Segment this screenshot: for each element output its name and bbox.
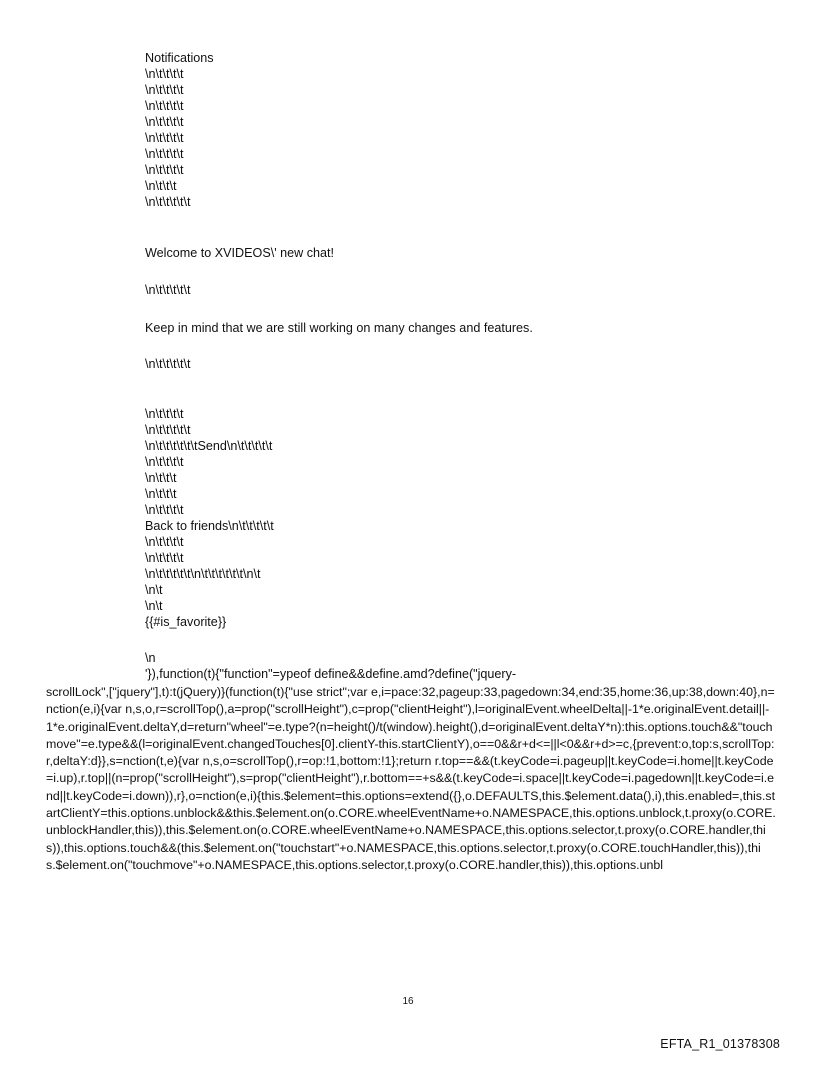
text-line: \n bbox=[145, 651, 156, 665]
document-id: EFTA_R1_01378308 bbox=[660, 1037, 780, 1051]
text-line: \n\t\t\t\t bbox=[145, 407, 184, 421]
page-number: 16 bbox=[402, 996, 414, 1007]
text-line: \n\t\t\t bbox=[145, 179, 177, 193]
code-block: scrollLock",["jquery"],t):t(jQuery)}(function(t){"use strict";var e,i=pace:32,pageup:33,pagedown:34,end:35,home:36,up:38,down:40},n=nction(e,i){var n,s,o,r=scrollTop(),a=prop("scrollHeight"),c=prop("clientHeight"),l=originalEvent.wheelDelta||-1*e.originalEvent.detail||-1*e.originalEvent.deltaY,d=return"wheel"=e.type?(n=height()/t(window).height(),d=originalEvent.deltaY*n):this.options.touch&&"touchmove"=e.type&&(l=originalEvent.changedTouches[0].clientY-this.startClientY),o==0&&r+d<=||l<0&&r+d>=c,{prevent:o,top:s,scrollTop:r,deltaY:d}},s=nction(t,e){var n,s,o=scrollTop(),r=op:!1,bottom:!1};return r.top==&&(t.keyCode=i.pageup||t.keyCode=i.home||t.keyCode=i.up),r.top||(n=prop("scrollHeight"),s=prop("clientHeight"),r.bottom==+s&&(t.keyCode=i.space||t.keyCode=i.pagedown||t.keyCode=i.end||t.keyCode=i.down)),r},o=nction(e,i){this.$element=this.options=extend({},o.DEFAULTS,this.$element.data(),i),this.enabled=,this.startClientY=this.options.unblock&&this.$element.on(o.CORE.wheelEventName+o.NAMESPACE,this.options.unblock,t.proxy(o.CORE.unblockHandler,this)),this.$element.on(o.CORE.wheelEventName+o.NAMESPACE,this.options.selector,t.proxy(o.CORE.handler,this)),this.options.touch&&(this.$element.on("touchstart"+o.NAMESPACE,this.options.selector,t.proxy(o.CORE.touchHandler,this)),this.$element.on("touchmove"+o.NAMESPACE,this.options.selector,t.proxy(o.CORE.handler,this)),this.options.unbl bbox=[46, 685, 776, 872]
text-line: \n\t\t\t\t\t bbox=[145, 195, 191, 209]
text-line: \n\t\t\t\t\t bbox=[145, 357, 191, 371]
text-line: \n\t\t\t\t bbox=[145, 147, 184, 161]
text-line: Notifications bbox=[145, 51, 214, 65]
text-line: \n\t\t\t\t bbox=[145, 535, 184, 549]
text-line: \n\t\t\t bbox=[145, 471, 177, 485]
text-line: \n\t\t\t\t bbox=[145, 67, 184, 81]
text-line: \n\t\t\t\t\t bbox=[145, 283, 191, 297]
text-line: \n\t\t\t\t\t\n\t\t\t\t\t\t\n\t bbox=[145, 567, 261, 581]
text-line: \n\t\t\t\t bbox=[145, 455, 184, 469]
text-line: \n\t bbox=[145, 599, 163, 613]
text-line: \n\t\t\t\t\t\tSend\n\t\t\t\t\t bbox=[145, 439, 273, 453]
text-line: \n\t\t\t\t bbox=[145, 551, 184, 565]
text-line: '}),function(t){"function"=ypeof define&&define.amd?define("jquery- bbox=[145, 667, 517, 681]
text-line: Welcome to XVIDEOS\' new chat! bbox=[145, 246, 335, 260]
text-line: \n\t\t\t\t bbox=[145, 83, 184, 97]
text-line: \n\t\t\t bbox=[145, 487, 177, 501]
text-line: {{#is_favorite}} bbox=[145, 615, 227, 629]
text-line: \n\t\t\t\t bbox=[145, 115, 184, 129]
text-line: Keep in mind that we are still working on many changes and features. bbox=[145, 321, 533, 335]
text-line: \n\t\t\t\t bbox=[145, 503, 184, 517]
text-line: \n\t\t\t\t\t bbox=[145, 423, 191, 437]
text-line: \n\t\t\t\t bbox=[145, 163, 184, 177]
text-line: \n\t bbox=[145, 583, 163, 597]
text-line: \n\t\t\t\t bbox=[145, 131, 184, 145]
text-line: \n\t\t\t\t bbox=[145, 99, 184, 113]
text-line: Back to friends\n\t\t\t\t\t bbox=[145, 519, 274, 533]
